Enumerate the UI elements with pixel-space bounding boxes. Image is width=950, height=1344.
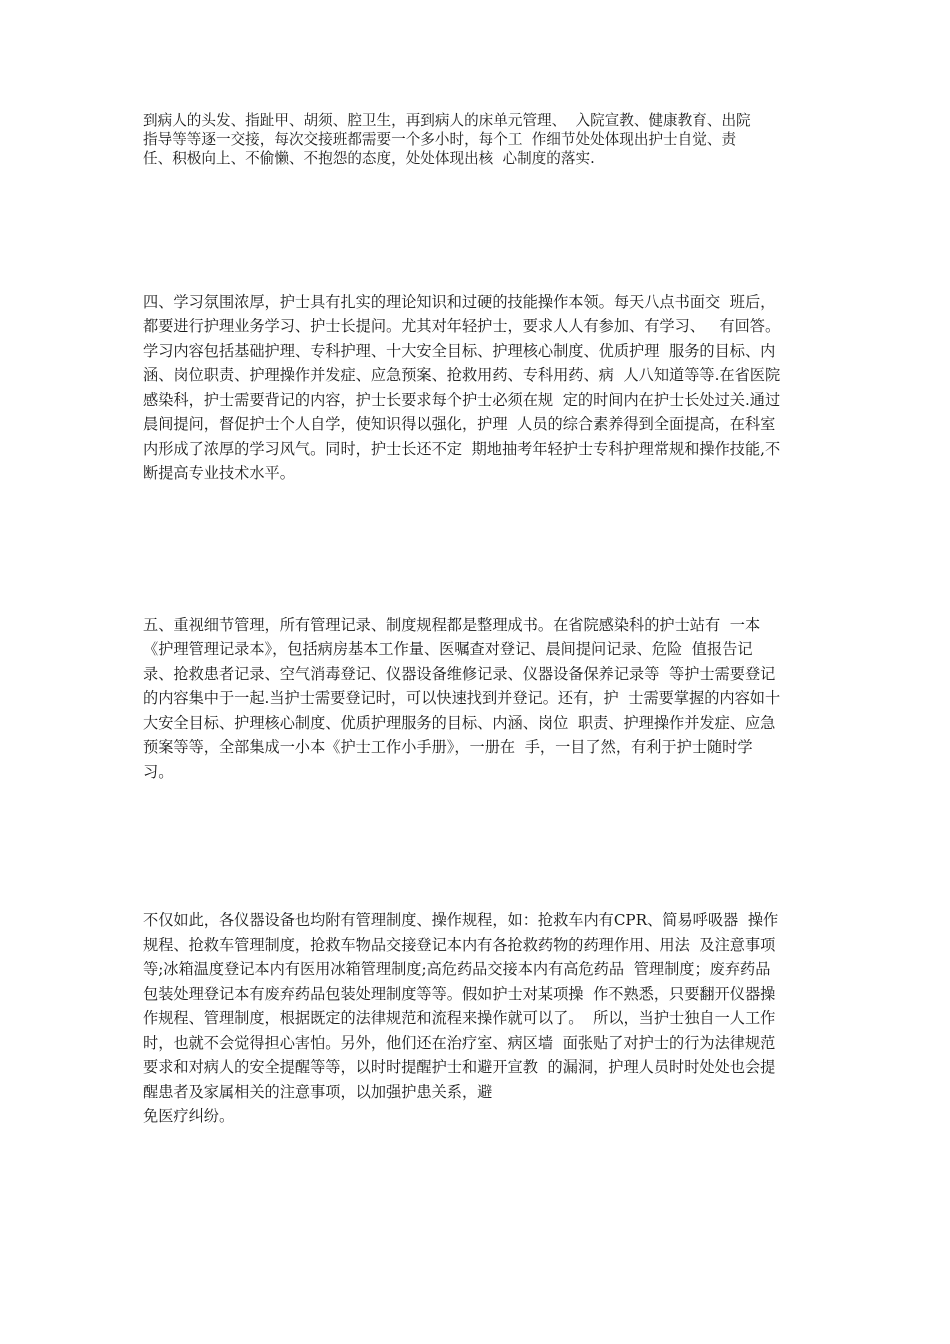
paragraph-3-line-5: 大安全目标、护理核心制度、优质护理服务的目标、内涵、岗位 职责、护理操作并发症、应急 xyxy=(143,714,776,732)
paragraph-1-line-3: 任、积极向上、不偷懒、不抱怨的态度，处处体现出核 心制度的落实. xyxy=(143,150,595,167)
paragraph-3-line-3: 录、抢救患者记录、空气消毒登记、仪器设备维修记录、仪器设备保养记录等 等护士需要登记 xyxy=(143,665,776,683)
paragraph-2-line-5: 感染科，护士需要背记的内容，护士长要求每个护士必须在规 定的时间内在护士长处过关.通过 xyxy=(143,391,781,409)
paragraph-2-line-4: 涵、岗位职责、护理操作并发症、应急预案、抢救用药、专科用药、病 人八知道等等.在省医院 xyxy=(143,366,781,384)
paragraph-4-line-9: 免医疗纠纷。 xyxy=(143,1107,235,1125)
paragraph-4-line-5: 作规程、管理制度，根据既定的法律规范和流程来操作就可以了。 所以，当护士独自一人工作 xyxy=(143,1009,776,1027)
paragraph-3-line-1: 五、重视细节管理，所有管理记录、制度规程都是整理成书。在省院感染科的护士站有 一本 xyxy=(143,616,761,634)
paragraph-3-line-7: 习。 xyxy=(143,763,174,781)
paragraph-4-line-4: 包装处理登记本有废弃药品包装处理制度等等。假如护士对某项操 作不熟悉，只要翻开仪器操 xyxy=(143,985,776,1003)
paragraph-1-line-1: 到病人的头发、指趾甲、胡须、腔卫生，再到病人的床单元管理、 入院宣教、健康教育、出院 xyxy=(143,112,751,129)
paragraph-2-line-7: 内形成了浓厚的学习风气。同时，护士长还不定 期地抽考年轻护士专科护理常规和操作技能,不 xyxy=(143,440,781,458)
paragraph-2-line-3: 学习内容包括基础护理、专科护理、十大安全目标、护理核心制度、优质护理 服务的目标、内 xyxy=(143,342,776,360)
paragraph-4-line-2: 规程、抢救车管理制度，抢救车物品交接登记本内有各抢救药物的药理作用、用法 及注意事项 xyxy=(143,936,776,954)
paragraph-2-line-1: 四、学习氛围浓厚，护士具有扎实的理论知识和过硬的技能操作本领。每天八点书面交 班后， xyxy=(143,293,776,311)
paragraph-4-line-8: 醒患者及家属相关的注意事项，以加强护患关系，避 xyxy=(143,1083,493,1101)
paragraph-4-line-6: 时，也就不会觉得担心害怕。另外，他们还在治疗室、病区墙 面张贴了对护士的行为法律规范 xyxy=(143,1034,776,1052)
paragraph-3-line-4: 的内容集中于一起.当护士需要登记时，可以快速找到并登记。还有，护 士需要掌握的内容如十 xyxy=(143,689,781,707)
paragraph-2-line-6: 晨间提问，督促护士个人自学，使知识得以强化，护理 人员的综合素养得到全面提高，在科室 xyxy=(143,415,776,433)
paragraph-4-line-1: 不仅如此，各仪器设备也均附有管理制度、操作规程，如：抢救车内有CPR、简易呼吸器 操作 xyxy=(143,911,779,929)
paragraph-4-line-3: 等;冰箱温度登记本内有医用冰箱管理制度;高危药品交接本内有高危药品 管理制度；废弃药品 xyxy=(143,960,771,978)
paragraph-3-line-6: 预案等等，全部集成一小本《护士工作小手册》，一册在 手，一目了然，有利于护士随时学 xyxy=(143,738,753,756)
paragraph-4-line-7: 要求和对病人的安全提醒等等，以时时提醒护士和避开宣教 的漏洞，护理人员时时处处也会提 xyxy=(143,1058,776,1076)
paragraph-2-line-2: 都要进行护理业务学习、护士长提问。尤其对年轻护士，要求人人有参加、有学习、 有回答。 xyxy=(143,317,781,335)
paragraph-1-line-2: 指导等等逐一交接，每次交接班都需要一个多小时，每个工 作细节处处体现出护士自觉、责 xyxy=(143,131,737,148)
paragraph-2-line-8: 断提高专业技术水平。 xyxy=(143,464,295,482)
paragraph-3-line-2: 《护理管理记录本》，包括病房基本工作量、医嘱查对登记、晨间提问记录、危险 值报告记 xyxy=(143,640,753,658)
